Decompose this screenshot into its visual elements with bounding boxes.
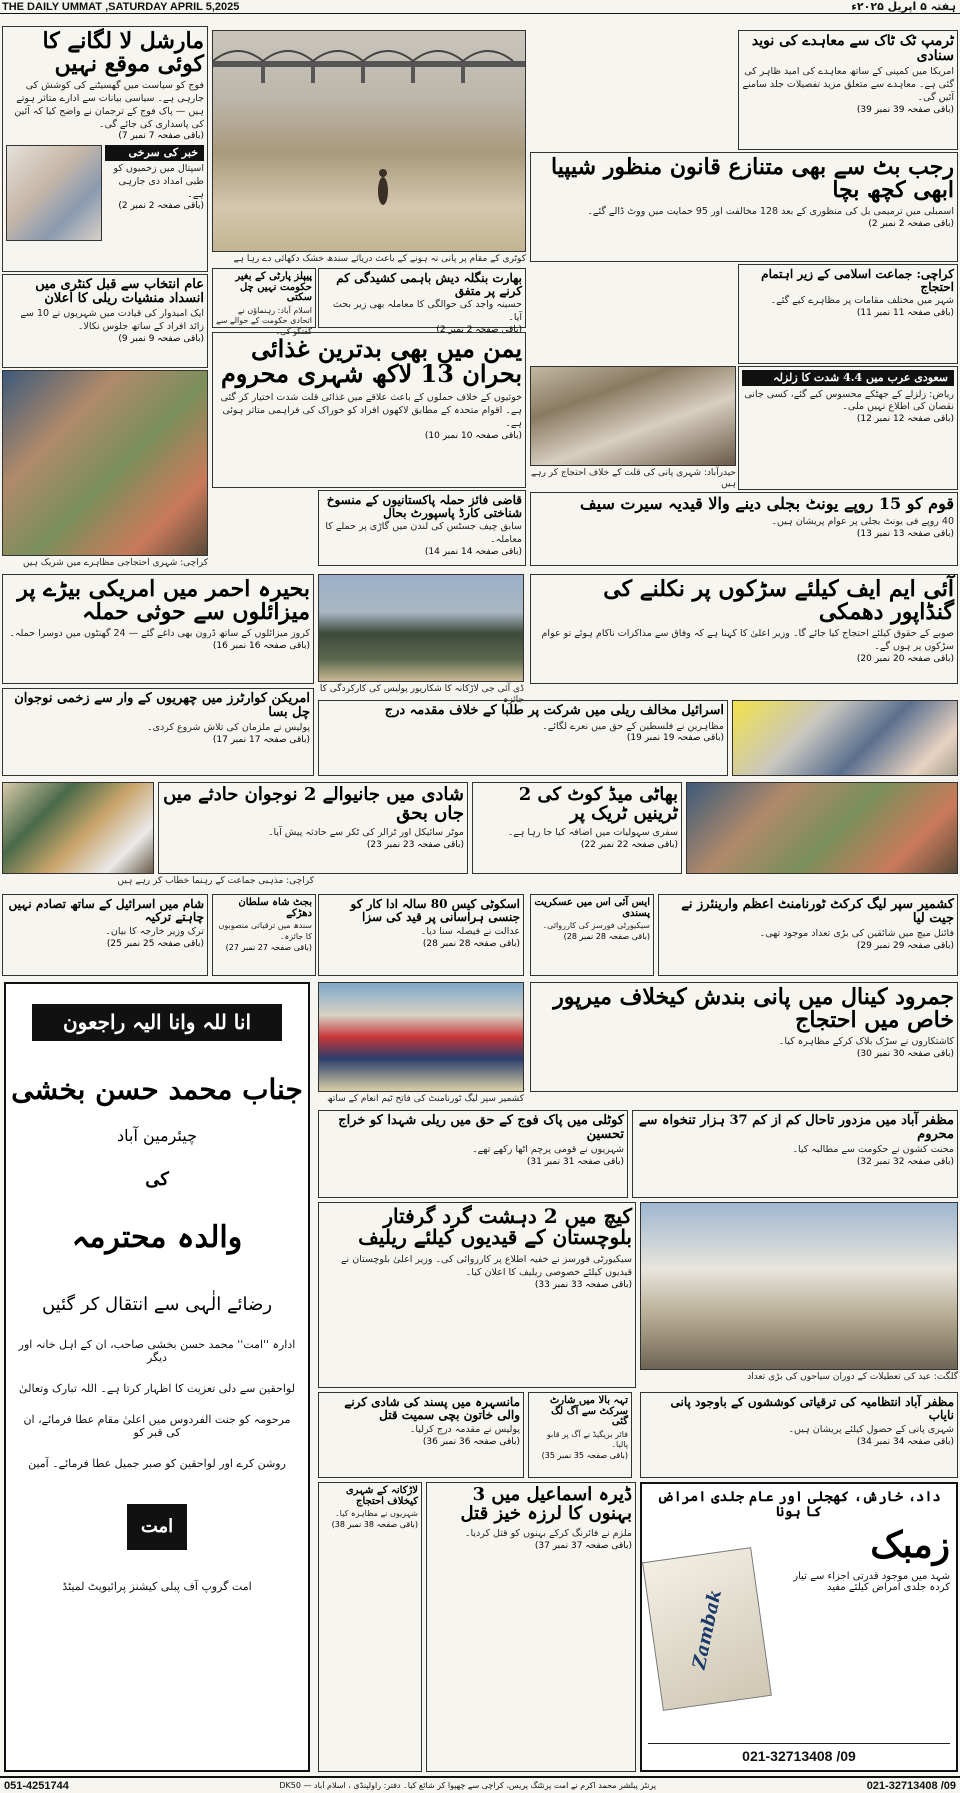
story-rajab [530, 152, 958, 262]
body-text: شہر میں مختلف مقامات پر مظاہرے کیے گئے۔ [770, 295, 954, 307]
obituary-name: جناب محمد حسن بخشی [11, 1073, 303, 1106]
headline: تہہ بالا میں شارٹ سرکٹ سے آگ لگ گئی [549, 1395, 628, 1427]
police-photo-caption: ڈی آئی جی لاڑکانہ کا شکارپور پولیس کی کارکردگی کا جائزہ [319, 684, 524, 705]
continued-label: (باقی صفحہ 12 نمبر 12) [856, 414, 954, 425]
sub-text: اسپتال میں زخمیوں کو طبی امداد دی جارہی ہے۔ [113, 162, 204, 200]
river-photo [212, 30, 526, 252]
body-text: خوثیوں کے خلاف حملوں کے باعث علاقے میں غذائی قلت شدت اختیار کر گئی ہے۔ اقوام متحدہ کے مطابق لاکھوں افراد کو خوراک کی فراہمی متاثر ہوئی ہے۔ [220, 392, 522, 429]
headline: قوم کو 15 روپے یونٹ بجلی دینے والا قیدیہ سیرت سیف [580, 494, 954, 513]
obituary-publisher: امت گروپ آف پبلی کیشنز پرائیویٹ لمیٹڈ [62, 1580, 252, 1594]
story-american-students [2, 688, 314, 776]
body-text: امریکا میں کمپنی کے ساتھ معاہدے کی امید ظاہر کی گئی ہے۔ معاہدے سے متعلق مزید تفصیلات جلد سامنے آئیں گی۔ [742, 66, 954, 103]
story-army-rally [318, 1110, 628, 1198]
body-text: عدالت نے فیصلہ سنا دیا۔ [420, 926, 520, 938]
continued-label: (باقی صفحہ 14 نمبر 14) [424, 546, 522, 557]
water-protest-photo [530, 366, 736, 466]
body-text: سندھ میں ترقیاتی منصوبوں کا جائزہ۔ [218, 921, 312, 941]
ummat-logo-text: امت [140, 1516, 174, 1538]
body-text: فائر بریگیڈ نے آگ پر قابو پالیا۔ [546, 1429, 628, 1450]
story-anti-israel [318, 700, 728, 776]
masthead [0, 0, 960, 14]
footer-phone-right: 021-32713408 /09 [866, 1779, 956, 1792]
continued-label: (باقی صفحہ 38 نمبر 38) [331, 1519, 418, 1529]
obituary-heading: انا للہ وانا الیہ راجعون [32, 1004, 282, 1041]
continued-label: (باقی صفحہ 9 نمبر 9) [118, 333, 204, 344]
story-short-circuit [528, 1392, 632, 1478]
continued-label: (باقی صفحہ 7 نمبر 7) [118, 131, 204, 142]
continued-label: (باقی صفحہ 37 نمبر 37) [534, 1540, 632, 1551]
headline: اسرائیل مخالف ریلی میں شرکت پر طلبا کے خلاف مقدمہ درج [384, 703, 724, 718]
story-tariff [530, 492, 958, 566]
obituary-box [4, 982, 310, 1772]
story-wedding [158, 782, 468, 874]
story-saudi [738, 366, 958, 490]
continued-label: (باقی صفحہ 33 نمبر 33) [534, 1279, 632, 1290]
continued-label: (باقی صفحہ 31 نمبر 31) [526, 1157, 624, 1168]
police-photo [318, 574, 524, 682]
headline: ایس آئی اس میں عسکریت پسندی [534, 897, 650, 919]
continued-label: (باقی صفحہ 16 نمبر 16) [212, 641, 310, 651]
footer-text: پرنٹر پبلشر محمد اکرم نے امت پرنٹنگ پریس، کراچی سے چھپوا کر شائع کیا۔ دفتر: راولپنڈی ، اسلام آباد — DK50 [279, 1781, 657, 1790]
headline: بجٹ شاہ سلطان دھڑکے [238, 897, 312, 919]
team-photo-caption: کشمیر سپر لیگ ٹورنامنٹ کی فاتح ٹیم انعام کے ساتھ [327, 1094, 524, 1104]
continued-label: (باقی صفحہ 2 نمبر 2) [868, 219, 954, 229]
headline: شام میں اسرائیل کے ساتھ تصادم نہیں چاہتے ترکیہ [8, 897, 204, 924]
water-protest-caption: حیدرآباد: شہری پانی کی قلت کے خلاف احتجاج کر رہے ہیں [531, 468, 736, 489]
cars-photo [640, 1202, 958, 1370]
sub-continued: (باقی صفحہ 2 نمبر 2) [118, 201, 204, 212]
body-text: اسلام آباد: رہنماؤں نے اتحادی حکومت کے حوالے سے گفتگو کی۔ [216, 305, 312, 337]
rally-photo-right [686, 782, 958, 874]
body-text: پولیس نے ملزمان کی تلاش شروع کردی۔ [147, 722, 310, 734]
river-photo-caption: کوٹری کے مقام پر پانی نہ ہونے کے باعث دریائے سندھ خشک دکھائی دے رہا ہے [233, 254, 526, 264]
ad-top-line: داد، خارش، کھجلی اور عام جلدی امراض کا ہونا [657, 1489, 941, 1520]
headline: لاڑکانہ کے شہری کیخلاف احتجاج [345, 1485, 418, 1507]
story-judge [318, 490, 526, 566]
obituary-body-1: ادارہ ''امت'' محمد حسن بخشی صاحب، ان کے اہل خانہ اور دیگر [18, 1338, 296, 1365]
continued-label: (باقی صفحہ 19 نمبر 19) [626, 733, 724, 744]
body-text: کروز میزائلوں کے ساتھ ڈرون بھی داغے گئے — 24 گھنٹوں میں دوسرا حملہ۔ [9, 628, 310, 640]
ummat-logo [127, 1504, 187, 1550]
continued-label: (باقی صفحہ 13 نمبر 13) [856, 528, 954, 539]
headline: کشمیر سپر لیگ کرکٹ ٹورنامنٹ اعظم وارینئرز نے جیت لیا [681, 897, 954, 926]
headline: بھارت بنگلہ دیش باہمی کشیدگی کم کرنے پر متفق [336, 271, 522, 298]
story-bhatti [472, 782, 682, 874]
continued-label: (باقی صفحہ 23 نمبر 23) [366, 839, 464, 850]
body-text: ملزم نے فائرنگ کرکے بہنوں کو قتل کردیا۔ [464, 1527, 632, 1539]
headline: امریکن کوارٹرز میں چھریوں کے وار سے زخمی نوجوان چل بسا [14, 691, 310, 720]
continued-label: (باقی صفحہ 39 نمبر 39) [856, 104, 954, 115]
headline: کراچی: جماعت اسلامی کے زیر اہتمام احتجاج [761, 267, 954, 294]
story-muzaffarabad [632, 1110, 958, 1198]
story-mansehra [318, 1392, 524, 1478]
crowd-photo [2, 370, 208, 556]
continued-label: (باقی صفحہ 27 نمبر 27) [225, 942, 312, 952]
rally-photo-caption: کراچی: مذہبی جماعت کے رہنما خطاب کر رہے ہیں [117, 876, 314, 886]
body-text: کاشتکاروں نے سڑک بلاک کرکے مظاہرہ کیا۔ [778, 1036, 954, 1048]
body-text: ایک امیدوار کی قیادت میں شہریوں نے 10 سے زائد افراد کے ساتھ جلوس نکالا۔ [20, 308, 204, 333]
hospital-photo [6, 145, 102, 241]
body-text: شہری پانی کے حصول کیلئے پریشان ہیں۔ [788, 1424, 954, 1436]
continued-label: (باقی صفحہ 34 نمبر 34) [856, 1437, 954, 1447]
headline: آئی ایم ایف کیلئے سڑکوں پر نکلنے کی گنڈاپور دھمکی [603, 576, 954, 626]
continued-label: (باقی صفحہ 17 نمبر 17) [212, 735, 310, 746]
continued-label: (باقی صفحہ 28 نمبر 28) [422, 939, 520, 949]
bridge-graphic [213, 31, 526, 252]
body-text: فوج کو سیاست میں گھسیٹنے کی کوشش کی جارہی ہے۔ سیاسی بیانات سے ادارے متاثر ہوتے ہیں — پاک فوج کے ترجمان نے واضح کیا کہ آئین کی پاسداری کی جائے گی۔ [14, 80, 204, 130]
story-ppp [212, 268, 316, 337]
body-text: محنت کشوں نے حکومت سے مطالبہ کیا۔ [792, 1144, 954, 1156]
headline: سعودی عرب میں 4.4 شدت کا زلزلہ [742, 370, 954, 386]
body-text: ترک وزیر خارجہ کا بیان۔ [105, 926, 204, 938]
continued-label: (باقی صفحہ 36 نمبر 36) [422, 1437, 520, 1447]
obituary-ki: کی [145, 1169, 169, 1191]
headline: عام انتخاب سے قبل کنٹری میں انسداد منشیات ریلی کا اعلان [35, 277, 204, 306]
story-top-left [2, 26, 208, 272]
obituary-relation: والدہ محترمہ [71, 1220, 243, 1256]
headline: یمن میں بھی بدترین غذائی بحران 13 لاکھ شہری محروم [220, 334, 522, 389]
headline: بھاٹی میڈ کوٹ کی 2 ٹرینیں ٹریک پر [518, 784, 678, 824]
headline: پیپلز پارٹی کے بغیر حکومت نہیں چل سکتی [235, 271, 312, 303]
obituary-title: چیئرمین آباد [117, 1126, 197, 1146]
story-yemen [212, 332, 526, 488]
continued-label: (باقی صفحہ 29 نمبر 29) [856, 941, 954, 952]
headline: مارشل لا لگانے کا کوئی موقع نہیں [42, 28, 204, 78]
story-syria [2, 894, 208, 976]
story-dera [426, 1482, 636, 1772]
rally-photo [2, 782, 154, 874]
continued-label: (باقی صفحہ 20 نمبر 20) [856, 653, 954, 664]
masthead-right: ہفتہ ۵ اپریل ۲۰۲۵ء [851, 0, 956, 13]
continued-label: (باقی صفحہ 28 نمبر 28) [563, 931, 650, 941]
footer [0, 1776, 960, 1793]
zambak-ad [640, 1482, 958, 1772]
headline: رجب بٹ سے بھی متنازع قانون منظور شیپیا ابھی کچھ بچا [551, 154, 954, 204]
story-muzaffarabad-water [640, 1392, 958, 1478]
headline: کوٹلی میں پاک فوج کے حق میں ریلی شہدا کو خراج تحسین [338, 1113, 624, 1142]
obituary-event: رضائے الٰہی سے انتقال کر گئیں [41, 1293, 273, 1315]
headline: مظفر آباد میں مزدور تاحال کم از کم 37 ہزار تنخواہ سے محروم [638, 1113, 954, 1142]
story-right-top [738, 30, 958, 150]
continued-label: (باقی صفحہ 30 نمبر 30) [856, 1049, 954, 1059]
continued-label: (باقی صفحہ 22 نمبر 22) [580, 839, 678, 850]
headline: ٹرمپ ٹک ٹاک سے معاہدے کی نوید سنادی [751, 33, 954, 64]
headline: شادی میں جانیوالے 2 نوجوان حادثے میں جاں بحق [163, 784, 464, 824]
headline: مظفر آباد انتظامیہ کی ترقیاتی کوششوں کے باوجود پانی نایاب [670, 1395, 954, 1422]
body-text: اسمبلی میں ترمیمی بل کی منظوری کے بعد 128 مخالفت اور 95 حمایت میں ووٹ ڈالے گئے۔ [587, 206, 954, 218]
story-water-protest [530, 982, 958, 1092]
ad-subtext: شہد میں موجود قدرتی اجزاء سے تیار کردہ جلدی امراض کیلئے مفید [793, 1571, 950, 1594]
ad-phone: 021-32713408 /09 [648, 1743, 950, 1764]
body-text: سیکیورٹی فورسز نے خفیہ اطلاع پر کارروائی کی۔ وزیر اعلیٰ بلوچستان نے قیدیوں کیلئے خصوصی ریلیف کا اعلان کیا۔ [340, 1254, 632, 1278]
headline: کیچ میں 2 دہشت گرد گرفتار بلوچستان کے قیدیوں کیلئے ریلیف [358, 1204, 632, 1249]
continued-label: (باقی صفحہ 11 نمبر 11) [856, 308, 954, 318]
ad-brand: زمبک [870, 1524, 950, 1567]
footer-phone-left: 051-4251744 [4, 1779, 69, 1792]
headline: جمرود کینال میں پانی بندش کیخلاف میرپور خاص میں احتجاج [553, 984, 954, 1034]
continued-label: (باقی صفحہ 35 نمبر 35) [541, 1451, 628, 1461]
obituary-body-2: لواحقین سے دلی تعزیت کا اظہار کرتا ہے۔ اللہ تبارک وتعالیٰ [19, 1382, 295, 1396]
body-text: ریاض: زلزلے کے جھٹکے محسوس کیے گئے، کسی جانی نقصان کی اطلاع نہیں ملی۔ [744, 388, 954, 413]
team-photo [318, 982, 524, 1092]
body-text: شہریوں نے مظاہرہ کیا۔ [334, 1509, 418, 1518]
body-text: 40 روپے فی یونٹ بجلی پر عوام پریشان ہیں۔ [771, 515, 954, 527]
continued-label: (باقی صفحہ 10 نمبر 10) [424, 430, 522, 441]
masthead-left: THE DAILY UMMAT ,SATURDAY APRIL 5,2025 [2, 1, 240, 13]
story-imf [530, 574, 958, 684]
story-isis [530, 894, 654, 976]
headline: مانسہرہ میں پسند کی شادی کرنے والی خاتون بچی سمیت قتل [344, 1395, 520, 1422]
story-larkana [318, 1482, 422, 1772]
obituary-body-3: مرحومہ کو جنت الفردوس میں اعلیٰ مقام عطا فرمائے، ان کی قبر کو [23, 1413, 291, 1440]
protest-photo [732, 700, 958, 776]
body-text: فائنل میچ میں شائقین کی بڑی تعداد موجود تھی۔ [759, 928, 954, 940]
headline: ڈیرہ اسماعیل میں 3 بہنوں کا لرزہ خیز قتل [460, 1484, 632, 1524]
sub-headline: خبر کی سرخی [105, 145, 204, 161]
story-scooter [318, 894, 524, 976]
story-election [2, 274, 208, 368]
continued-label: (باقی صفحہ 32 نمبر 32) [856, 1157, 954, 1168]
body-text: موٹر سائیکل اور ٹرالر کی ٹکر سے حادثہ پیش آیا۔ [267, 826, 464, 838]
body-text: حسینہ واجد کی حوالگی کا معاملہ بھی زیر بحث آیا۔ [332, 299, 522, 323]
story-sindh [212, 894, 316, 976]
zambak-product-box [642, 1547, 772, 1711]
body-text: سیکیورٹی فورسز کی کارروائی۔ [542, 921, 650, 930]
body-text: شہریوں نے قومی پرچم اٹھا رکھے تھے۔ [472, 1144, 624, 1156]
obituary-body-4: روشن کرے اور لواحقین کو صبر جمیل عطا فرمائے۔ آمین [28, 1457, 286, 1471]
body-text: صوبے کے حقوق کیلئے احتجاج کیا جائے گا۔ وزیر اعلیٰ کا کہنا ہے کہ وفاق سے مذاکرات ناکام ہوئے تو عوام سڑکوں پر ہوں گے۔ [541, 628, 954, 652]
body-text: مظاہرین نے فلسطین کے حق میں نعرے لگائے۔ [542, 720, 724, 732]
headline: قاضی فائز حملہ پاکستانیوں کے منسوخ شناختی کارڈ پاسپورٹ بحال [326, 493, 522, 520]
story-right-col-mid [738, 264, 958, 364]
body-text: سفری سہولیات میں اضافہ کیا جا رہا ہے۔ [507, 826, 678, 838]
story-balochistan [318, 1202, 636, 1388]
headline: اسکوٹی کیس 80 سالہ ادا کار کو جنسی ہراسانی پر قید کی سزا [350, 897, 520, 924]
body-text: سابق چیف جسٹس کی لندن میں گاڑی پر حملے کا معاملہ۔ [325, 521, 522, 545]
crowd-photo-caption: کراچی: شہری احتجاجی مظاہرے میں شریک ہیں [23, 558, 208, 568]
continued-label: (باقی صفحہ 25 نمبر 25) [106, 939, 204, 949]
story-red-sea [2, 574, 314, 684]
headline: بحیرہ احمر میں امریکی بیڑے پر میزائلوں سے حوثی حملہ [17, 576, 310, 626]
story-bangladesh [318, 268, 526, 335]
cars-photo-caption: گلگت: عید کی تعطیلات کے دوران سیاحوں کی بڑی تعداد [747, 1372, 958, 1382]
story-cricket [658, 894, 958, 976]
body-text: پولیس نے مقدمہ درج کرلیا۔ [409, 1424, 520, 1436]
zambak-product-label: Zambak [688, 1587, 726, 1671]
continued-label: (باقی صفحہ 2 نمبر 2) [436, 324, 522, 335]
